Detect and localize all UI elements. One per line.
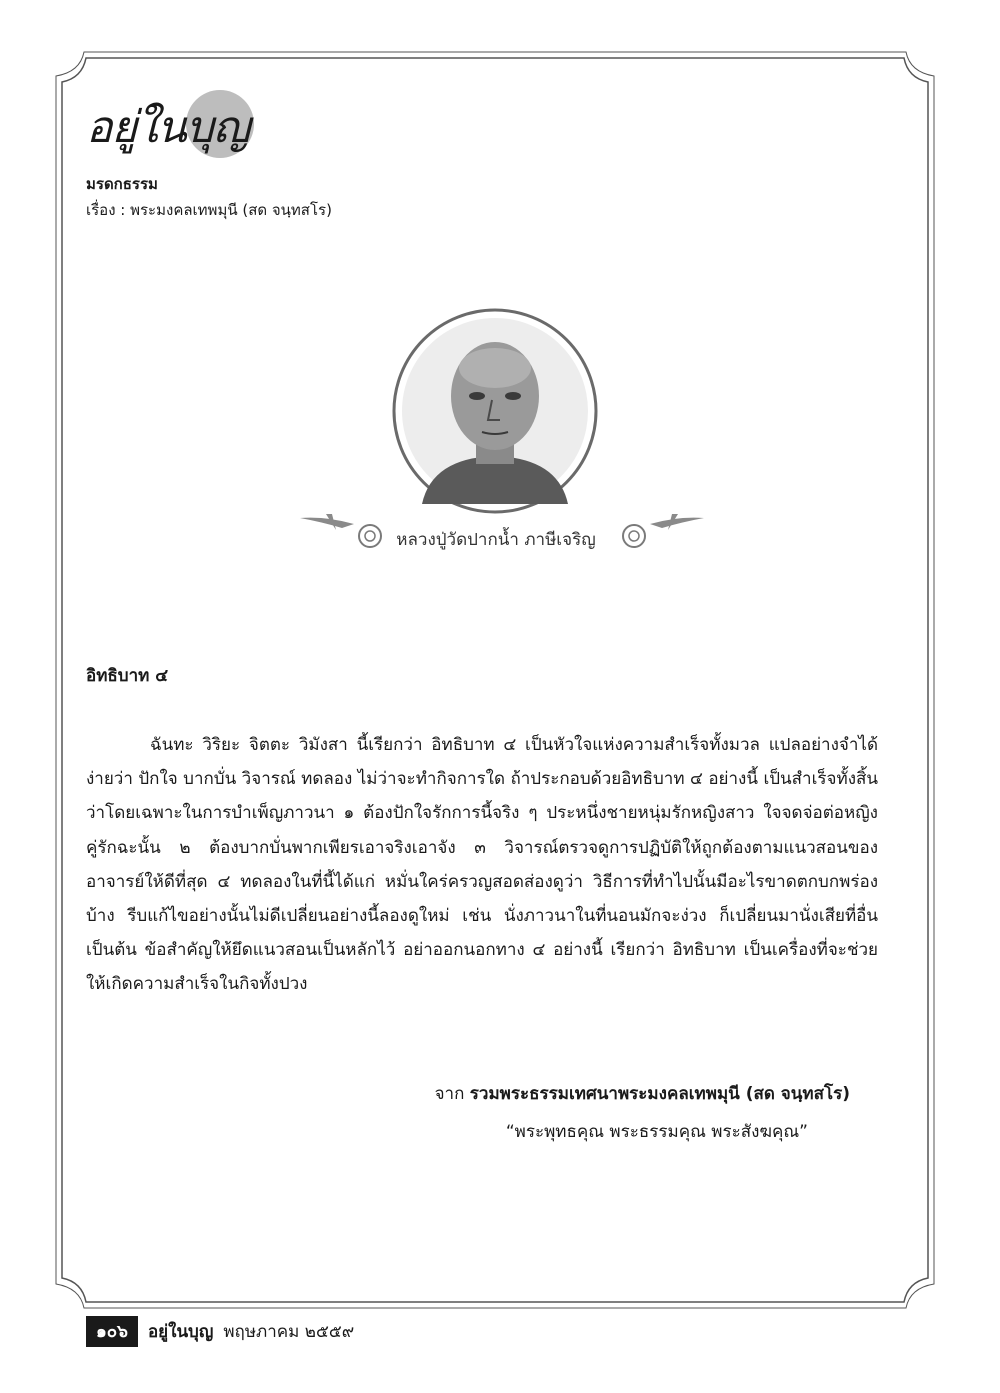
source-subtitle: “พระพุทธคุณ พระธรรมคุณ พระสังฆคุณ”: [505, 1122, 808, 1142]
article-body: [86, 728, 878, 1002]
section-category: มรดกธรรม: [86, 175, 158, 193]
magazine-logo: [86, 88, 256, 168]
article-heading: อิทธิบาท ๔: [86, 666, 169, 686]
logo-text: อยู่ในบุญ: [86, 102, 250, 153]
issue-date: พฤษภาคม ๒๕๕๙: [223, 1322, 355, 1342]
source-citation: [86, 1080, 850, 1107]
body-paragraph: ฉันทะ วิริยะ จิตตะ วิมังสา นี้เรียกว่า อิทธิบาท ๔ เป็นหัวใจแห่งความสำเร็จทั้งมวล แปลอย่างจำได้ง่ายว่า ปักใจ บากบั่น วิจารณ์ ทดลอง ไม่ว่าจะทำกิจการใด ถ้าประกอบด้วยอิทธิบาท ๔ อย่างนี้ เป็นสำเร็จทั้งสิ้น ว่าโดยเฉพาะในการบำเพ็ญภาวนา ๑ ต้องปักใจรักการนี้จริง ๆ ประหนึ่งชายหนุ่มรักหญิงสาว ใจจดจ่อต่อหญิงคู่รักฉะนั้น ๒ ต้องบากบั่นพากเพียรเอาจริงเอาจัง ๓ วิจารณ์ตรวจดูการปฏิบัติให้ถูกต้องตามแนวสอนของอาจารย์ให้ดีที่สุด ๔ ทดลองในที่นี้ได้แก่ หมั่นใคร่ครวญสอดส่องดูว่า วิธีการที่ทำไปนั้นมีอะไรขาดตกบกพร่องบ้าง รีบแก้ไขอย่างนั้นไม่ดีเปลี่ยนอย่างนี้ลองดูใหม่ เช่น นั่งภาวนาในที่นอนมักจะง่วง ก็เปลี่ยนมานั่งเสียที่อื่นเป็นต้น ข้อสำคัญให้ยึดแนวสอนเป็นหลักไว้ อย่าออกนอกทาง ๔ อย่างนี้ เรียกว่า อิทธิบาท เป็นเครื่องที่จะช่วยให้เกิดความสำเร็จในกิจทั้งปวง: [86, 735, 878, 995]
magazine-name: อยู่ในบุญ: [147, 1322, 214, 1342]
source-title: รวมพระธรรมเทศนาพระมงคลเทพมุนี (สด จนฺทสโร): [469, 1084, 850, 1104]
author-byline: เรื่อง : พระมงคลเทพมุนี (สด จนฺทสโร): [86, 201, 332, 219]
page-number: ๑๐๖: [86, 1316, 138, 1347]
monk-portrait: [392, 308, 598, 514]
portrait-caption: หลวงปู่วัดปากน้ำ ภาษีเจริญ: [396, 530, 596, 550]
page-footer: [86, 1316, 354, 1347]
source-prefix: จาก: [434, 1084, 465, 1104]
